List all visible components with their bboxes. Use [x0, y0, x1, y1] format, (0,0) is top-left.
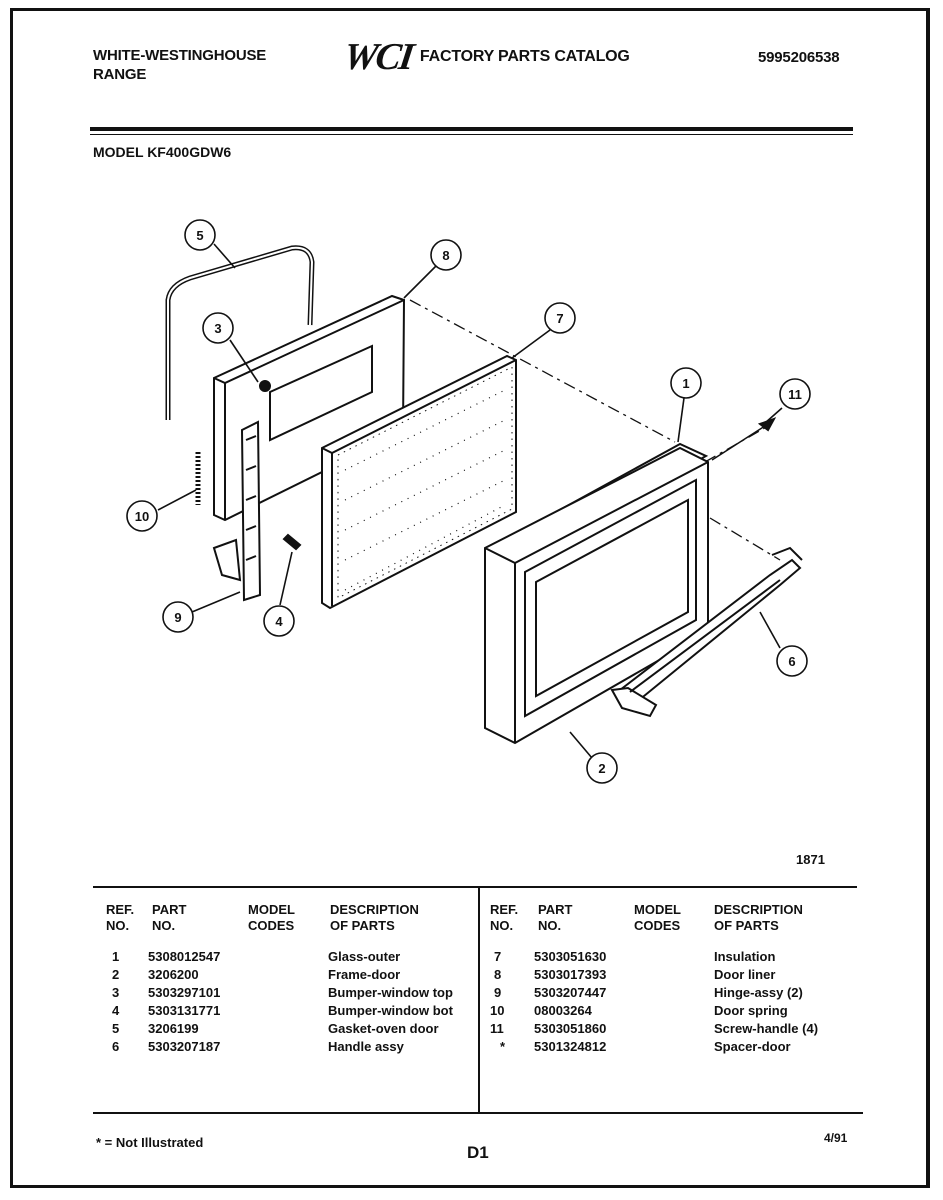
- part-no: 5303051630: [534, 949, 607, 964]
- part-no: 5308012547: [148, 949, 221, 964]
- ref-no: 9: [494, 985, 502, 1000]
- callout-2: 2: [598, 761, 606, 776]
- ref-no: 10: [490, 1003, 505, 1018]
- ref-no: *: [500, 1039, 506, 1054]
- part-description: Screw-handle (4): [714, 1021, 819, 1036]
- ref-no: 5: [112, 1021, 120, 1036]
- ref-no: 4: [112, 1003, 120, 1018]
- header-part-left: PART NO.: [152, 902, 187, 933]
- part-description: Glass-outer: [328, 949, 401, 964]
- part-no: 3206200: [148, 967, 199, 982]
- part-description: Handle assy: [328, 1039, 404, 1054]
- header-codes-left: MODEL CODES: [248, 902, 295, 933]
- ref-no: 3: [112, 985, 120, 1000]
- header-ref-left: REF. NO.: [106, 902, 135, 933]
- part-no: 5301324812: [534, 1039, 607, 1054]
- callout-11: 11: [788, 387, 802, 402]
- part-description: Bumper-window bot: [328, 1003, 453, 1018]
- ref-no: 8: [494, 967, 502, 982]
- callout-9: 9: [174, 610, 182, 625]
- callout-1: 1: [682, 376, 690, 391]
- part-description: Frame-door: [328, 967, 401, 982]
- part-no: 5303017393: [534, 967, 607, 982]
- callout-4: 4: [275, 614, 283, 629]
- page-id: D1: [467, 1143, 489, 1162]
- part-description: Door spring: [714, 1003, 788, 1018]
- part-no: 5303297101: [148, 985, 221, 1000]
- product-type: RANGE: [93, 66, 147, 83]
- ref-no: 6: [112, 1039, 120, 1054]
- callout-7: 7: [556, 311, 564, 326]
- header-codes-right: MODEL CODES: [634, 902, 681, 933]
- table-divider: [478, 888, 480, 1112]
- catalog-title: FACTORY PARTS CATALOG: [419, 48, 630, 65]
- brand-name: WHITE-WESTINGHOUSE: [93, 47, 267, 64]
- callout-5: 5: [196, 228, 204, 243]
- part-description: Hinge-assy (2): [714, 985, 803, 1000]
- part-description: Gasket-oven door: [328, 1021, 439, 1036]
- table-top-rule: [93, 886, 857, 888]
- ref-no: 1: [112, 949, 120, 964]
- table-bottom-rule: [93, 1112, 863, 1114]
- ref-no: 2: [112, 967, 120, 982]
- part-no: 08003264: [534, 1003, 592, 1018]
- part-no: 5303207447: [534, 985, 607, 1000]
- frame-door: [485, 448, 708, 743]
- header-part-right: PART NO.: [538, 902, 573, 933]
- callout-10: 10: [134, 509, 150, 524]
- figure-number: 1871: [796, 852, 825, 867]
- screw-handle: [712, 419, 774, 460]
- part-description: Door liner: [714, 967, 776, 982]
- part-description: Spacer-door: [714, 1039, 791, 1054]
- part-no: 5303051860: [534, 1021, 607, 1036]
- revision-date: 4/91: [824, 1131, 848, 1145]
- ref-no: 11: [490, 1021, 504, 1036]
- bumper-window-bot: [284, 535, 300, 549]
- header-desc-right: DESCRIPTION OF PARTS: [714, 902, 803, 933]
- footnote: * = Not Illustrated: [96, 1135, 204, 1150]
- header-desc-left: DESCRIPTION OF PARTS: [330, 902, 419, 933]
- model-number: MODEL KF400GDW6: [93, 144, 232, 160]
- part-no: 5303207187: [148, 1039, 221, 1054]
- ref-no: 7: [494, 949, 502, 964]
- document-number: 5995206538: [758, 49, 840, 66]
- header-ref-right: REF. NO.: [490, 902, 519, 933]
- part-no: 3206199: [148, 1021, 199, 1036]
- wci-logo: WCI: [341, 36, 415, 78]
- callout-3: 3: [214, 321, 222, 336]
- part-no: 5303131771: [148, 1003, 221, 1018]
- part-description: Bumper-window top: [328, 985, 453, 1000]
- callout-6: 6: [788, 654, 796, 669]
- part-description: Insulation: [714, 949, 776, 964]
- callout-8: 8: [442, 248, 450, 263]
